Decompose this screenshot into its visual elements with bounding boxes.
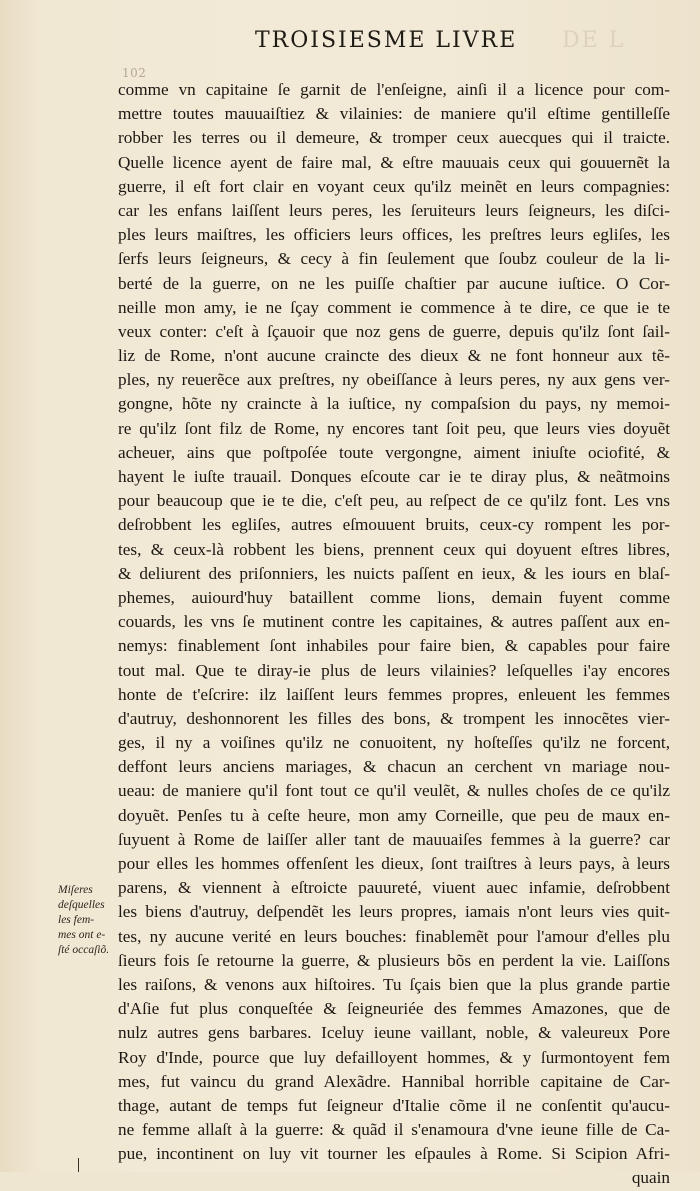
- margin-note-line: deſquelles: [58, 899, 105, 911]
- text-line: d'autruy, deshonnorent les filles des bons, & trompent les innocẽtes vier-: [118, 708, 670, 728]
- text-line: berté de la guerre, on ne les puiſſe chaſtier par aucune iuſtice. O Cor-: [118, 273, 670, 293]
- margin-note-line: mes ont e-: [58, 929, 106, 941]
- margin-note: [58, 883, 118, 958]
- text-line: acheuer, ains que poſtpoſée toute vergongne, aiment iniuſte ociofité, &: [118, 442, 670, 462]
- text-line: ges, il ny a voiſines qu'ilz ne conuoitent, ny hoſteſſes qu'ilz ne forcent,: [118, 733, 670, 753]
- text-line: ſuyuent à Rome de laiſſer aller tant de mauuaiſes femmes à la guerre? car: [118, 829, 670, 849]
- page-number: 102: [122, 66, 147, 80]
- text-line: neille mon amy, ie ne ſçay comment ie commence à te dire, ce que ie te: [118, 297, 670, 317]
- text-line: deffont leurs anciens mariages, & chacun an cerchent vn mariage nou-: [118, 757, 670, 777]
- text-line: re qu'ilz ſont filz de Rome, ny encores tant ſoit peu, que leurs vies doyuẽt: [118, 418, 670, 438]
- text-line: Quelle licence ayent de faire mal, & eſtre mauuais ceux qui gouuernẽt la: [118, 152, 670, 172]
- text-line: veux conter: c'eſt à ſçauoir que noz gens de guerre, depuis qu'ilz ſont ſail-: [118, 321, 670, 341]
- text-line: gongne, hõte ny craincte à la iuſtice, ny compaſsion du pays, ny memoi-: [118, 394, 670, 414]
- margin-note-line: Miſeres: [58, 884, 93, 896]
- text-line: Roy d'Inde, pource que luy defailloyent hommes, & y ſurmontoyent fem: [118, 1047, 670, 1067]
- text-line: car les enfans laiſſent leurs peres, les ſeruiteurs leurs ſeigneurs, les diſci-: [118, 200, 670, 220]
- text-line: parens, & viennent à eſtroicte pauureté, viuent auec infamie, deſrobbent: [118, 878, 670, 898]
- bleed-through-text: DE L: [562, 28, 626, 53]
- text-line: robber les terres ou il demeure, & tromper ceux auecques qui il traicte.: [118, 128, 670, 148]
- text-line: nemys: finablement ſont inhabiles pour faire bien, & capables pour faire: [118, 636, 670, 656]
- text-line: mettre toutes mauuaiſtiez & vilainies: de maniere qu'il eſtime gentilleſſe: [118, 104, 670, 124]
- text-line: ſerfs leurs ſeigneurs, & cecy à fin ſeulement que ſoubz couleur de la li-: [118, 249, 670, 269]
- text-line: pue, incontinent on luy vit tourner les eſpaules à Rome. Si Scipion Afri-: [118, 1144, 670, 1164]
- margin-note-line: les fem-: [58, 914, 95, 926]
- text-line: comme vn capitaine ſe garnit de l'enſeigne, ainſi il a licence pour com-: [118, 80, 670, 99]
- text-line: ueau: de maniere qu'il font tout ce qu'il veulẽt, & nulles choſes de ce qu'ilz: [118, 781, 670, 801]
- text-line: tes, & ceux-là robbent les biens, prennent ceux qui doyuent eſtres libres,: [118, 539, 670, 559]
- text-line: hayent le iuſte trauail. Donques eſcoute car ie te diray plus, & neãtmoins: [118, 467, 670, 486]
- text-line: ples leurs maiſtres, les officiers leurs offices, les preſtres leurs egliſes, les: [118, 225, 670, 245]
- text-line: phemes, auiourd'huy bataillent comme lions, demain fuyent comme: [118, 587, 670, 607]
- text-line: ſieurs fois ſe retourne la guerre, & plusieurs bõs en perdent la vie. Laiſſons: [118, 950, 670, 970]
- text-line: honte de t'eſcrire: ilz laiſſent leurs femmes propres, enleuent les femmes: [118, 684, 670, 704]
- text-line: nulz autres gens barbares. Iceluy ieune vaillant, noble, & valeureux Pore: [118, 1023, 670, 1043]
- text-line: tes, ny aucune verité en leurs bouches: finablemẽt pour l'amour d'elles plu: [118, 926, 670, 946]
- text-line: pour beaucoup que ie te die, c'eſt peu, au reſpect de ce qu'ilz font. Les vns: [118, 491, 670, 511]
- text-line: deſrobbent les egliſes, autres eſmouuent bruits, ceux-cy rompent les por-: [118, 515, 670, 535]
- text-line: guerre, il eſt fort clair en voyant ceux qu'ilz meinẽt en leurs compagnies:: [118, 176, 670, 196]
- text-line: d'Aſie fut plus conqueſtée & ſeigneuriée des femmes Amazones, que de: [118, 999, 670, 1019]
- text-line: thage, autant de temps fut ſeigneur d'Italie cõme il ne conſentit qu'aucu-: [118, 1095, 670, 1115]
- text-line: pour elles les hommes offenſent les dieux, ſont traiſtres à leurs pays, à leurs: [118, 854, 670, 873]
- text-line: doyuẽt. Penſes tu à ceſte heure, mon amy Corneille, que peu de maux en-: [118, 805, 670, 825]
- text-line: mes, fut vaincu du grand Alexãdre. Hannibal horrible capitaine de Car-: [118, 1071, 670, 1091]
- text-line: les biens d'autruy, deſpendẽt les leurs propres, iamais n'ont leurs vies quit-: [118, 902, 670, 922]
- text-line: ne femme allaſt à la guerre: & quãd il s'enamoura d'vne ieune fille de Ca-: [118, 1120, 670, 1140]
- page-edge-mark: [78, 1158, 79, 1172]
- text-line: couards, les vns ſe mutinent contre les capitaines, & autres paſſent aux en-: [118, 612, 670, 632]
- running-head-title: TROISIESME LIVRE: [255, 28, 518, 53]
- text-line: ples, ny reuerẽce aux preſtres, ny obeiſſance à leurs peres, ny aux gens ver-: [118, 370, 670, 390]
- body-text: [118, 78, 670, 1191]
- margin-note-line: ſté occaſiõ.: [58, 944, 110, 956]
- text-line: tout mal. Que te diray-ie plus de leurs vilainies? leſquelles i'ay encores: [118, 660, 670, 680]
- text-line: quain: [631, 1168, 670, 1188]
- text-line: les raiſons, & venons aux hiſtoires. Tu ſçais bien que la plus grande partie: [118, 974, 670, 994]
- text-line: liz de Rome, n'ont aucune craincte des dieux & ne font honneur aux tẽ-: [118, 346, 670, 366]
- text-line: & deliurent des priſonniers, les nuicts paſſent en ieux, & les iours en blaſ-: [118, 563, 670, 583]
